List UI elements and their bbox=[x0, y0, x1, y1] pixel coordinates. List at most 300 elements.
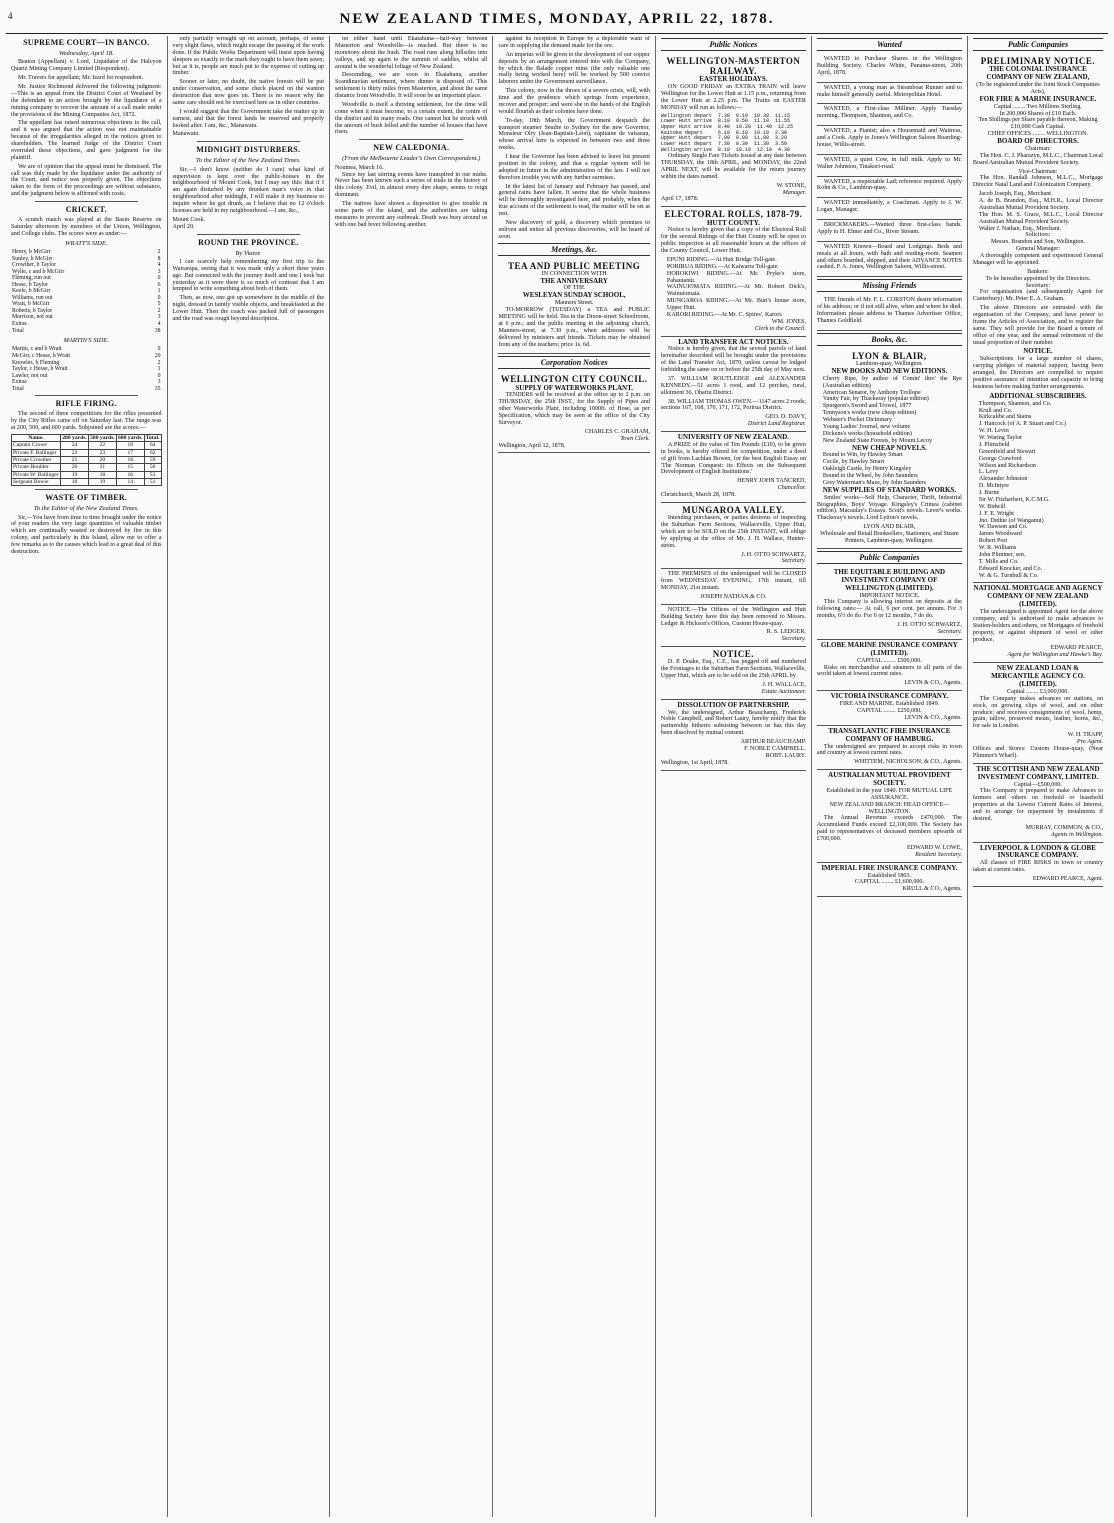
ad-subtitle: SUPPLY OF WATERWORKS PLANT. bbox=[515, 383, 633, 392]
rifle-row bbox=[12, 478, 162, 485]
ad-body: ON GOOD FRIDAY an EXTRA TRAIN will leave Wellington for the Lower Hutt at 1.15 p.m., returning from the Lower Hutt at 2.25 p.m. The Trains on EASTER MONDAY will run as follows:— bbox=[660, 84, 806, 111]
ad-body: Notice is hereby given, that the several parcels of land hereinafter described will be brought under the provisions of the Land Transfer Act, 1870, unless caveat be lodged forbidding the same on or before the 25th day of May next. bbox=[660, 346, 806, 374]
column-7 bbox=[968, 36, 1108, 1517]
timber-cont-para: only partially wrought up on account, perhaps, of some very slight flaws, which might escape the passing of the work done. If the Public Works Department will insist upon having sleepers so exactly to the mark they ought to have them sawn; but as it is, people are much put to the expense of cutting up timber. bbox=[172, 36, 325, 77]
ad-title: UNIVERSITY OF NEW ZEALAND. bbox=[677, 433, 789, 442]
book-item: Dickens's works (household edition) bbox=[822, 430, 912, 437]
rifle-para: The second of three competitions for the rifles presented by the City Rifles came off on Saturday last. The range was at 200, 500, and 600 yards. Subjoined are the scores:— bbox=[11, 411, 162, 432]
subscriber-item: W. H. Levin bbox=[978, 428, 1009, 435]
ad-line: Offices and Stores: Custom House-quay, (Near Plimmer's Wharf). bbox=[972, 745, 1103, 759]
director-item: Jacob Joseph, Esq., Merchant. bbox=[978, 191, 1053, 198]
subscriber-item: J. Plimsfield bbox=[978, 441, 1010, 448]
novels-list bbox=[817, 452, 962, 486]
runs: 3 bbox=[157, 379, 161, 386]
ad-body: This Company is prepared to make Advances to farmers and others on freehold or leasehold properties at the Lowest Current Rates of Interest, and to arrange for repayment by instalments if desired. bbox=[972, 788, 1103, 822]
ad-subtitle: NEW SUPPLIES OF STANDARD WORKS. bbox=[822, 485, 957, 494]
ad-role: District Land Registrar. bbox=[747, 421, 806, 428]
ad-role: Estate Auctioneer. bbox=[761, 688, 806, 695]
rifle-score: 17 bbox=[116, 449, 144, 456]
ad-role: Agents in Wellington. bbox=[1050, 831, 1103, 838]
batsman: Williams, run out bbox=[12, 294, 53, 301]
subscriber-item: L. Levy bbox=[978, 469, 999, 476]
column-2 bbox=[168, 36, 330, 1517]
subscriber-item: John Plimmer, sen. bbox=[978, 551, 1026, 558]
ad-body: The above Directors are entrusted with the organisation of the Company, and have power to frame the Articles of Association, and to register the same. They will provide for the Board a tenure of office of one year, and the annual retirement of the usual proportion of their number. bbox=[972, 305, 1103, 346]
caledonia-cont-para: This colony, now in the throes of a severe crisis, will, with time and the prudence which springs from experience, recover and prosper; and were she in the hands of the English would flourish as their colonies have done. bbox=[498, 88, 650, 115]
ad-body: THE friends of Mr. F. L. CORSTON desire information of his address; or if not still alive, when and where he died. Information please address to Thames Advertiser Office, Thames Goldfield. bbox=[816, 297, 962, 324]
province-para: I can scarcely help remembering my first trip to the Wairarapa, seeing that it was made only a short three years ago. But connected with the journey itself and one I took but yesterday as it were there is so much of contrast that I am tempted to write something about both of them. bbox=[172, 258, 325, 293]
novel-item: Cecile, by Hawley Smart bbox=[822, 459, 885, 466]
ad-signature: EDWARD PEARCE, bbox=[1050, 645, 1103, 652]
wanted-ad bbox=[817, 220, 962, 242]
colonial-insurance-ad bbox=[973, 54, 1103, 583]
railway-timetable bbox=[661, 114, 806, 153]
book-item: Young Ladies' Journal, new volume bbox=[822, 423, 911, 430]
book-item: Vanity Fair, by Thackeray (popular edition) bbox=[822, 396, 929, 403]
runs: 0 bbox=[157, 372, 161, 379]
book-item: Webster's Pocket Dictionary bbox=[822, 417, 892, 424]
imperial-fire-ad bbox=[817, 863, 962, 898]
disturbers-heading: MIDNIGHT DISTURBERS. bbox=[196, 145, 301, 155]
timetable-row: Lower Hutt depart 7.30 9.30 11.30 3.50 bbox=[660, 140, 787, 147]
rifle-col-header: 200 yards. bbox=[62, 434, 87, 441]
province-cont-para: Woodville is itself a thriving settlement, for the time will come when it must become, to a certain extent, the centre of the district and its many roads. One cannot but be struck with the amount of bush felled and the number of houses that have risen. bbox=[335, 101, 488, 136]
batsman: Wratt, b McGirr bbox=[12, 301, 50, 308]
ad-body: This Company is allowing interest on deposits at the following rates:— At call, 6 per cent. per annum. For 3 months, 6½ do do. For 6 or 12 months, 7 do do. bbox=[816, 599, 962, 620]
batsman: Henry, b McGirr bbox=[12, 249, 51, 255]
ad-line: Ten Shillings per Share payable thereon, Making £10,000 Cash Capital. bbox=[978, 117, 1098, 131]
ad-line: Manners Street. bbox=[554, 300, 594, 307]
ad-body: Smiles' works—Self Help, Character, Thrift, Industrial Biographies, Boys' Voyage. Kingsley's Crimea (cabinet edition). Macaulay's Essays. Scott's novels. Lever's works. Thackeray's novels. Lord Lytton's novels. bbox=[816, 494, 962, 522]
timetable-row: Upper Hutt depart 7.00 9.00 11.00 3.20 bbox=[660, 135, 787, 142]
ad-role: Secretary. bbox=[781, 558, 806, 565]
column-6 bbox=[812, 36, 968, 1517]
runs: 1 bbox=[157, 366, 161, 373]
land-item: 37. WILLIAM ROUTLEDGE and ALEXANDER KENNEDY.—51 acres 1 rood, and 12 perches, rural, allotment 36, Ohariu District. bbox=[660, 375, 806, 396]
timetable-row: Lower Hutt arrive 8.10 9.50 11.10 11.55 bbox=[660, 118, 790, 125]
ad-signature: W. H. TRAPP, bbox=[1067, 732, 1103, 739]
subscriber-item: Wilson and Richardson bbox=[978, 462, 1036, 469]
ad-role: Resident Secretary. bbox=[915, 851, 962, 858]
disturbers-sub: To the Editor of the New Zealand Times. bbox=[195, 157, 301, 165]
subscriber-item: Thompson, Shannon, and Co. bbox=[978, 400, 1052, 407]
novel-item: Bound to Win, by Hawley Smart bbox=[822, 452, 903, 459]
missing-friends-header: Missing Friends bbox=[817, 279, 962, 292]
public-notices-header: Public Notices bbox=[661, 38, 806, 51]
ad-capital: CAPITAL ........ £1,600,000. bbox=[854, 879, 924, 886]
side1-scores bbox=[11, 249, 162, 334]
wanted-header: Wanted bbox=[817, 38, 962, 51]
ad-subtitle: NEW ZEALAND BRANCH: HEAD OFFICE—WELLINGTON. bbox=[829, 801, 950, 815]
subscriber-item: J. F. E. Wright bbox=[978, 510, 1014, 517]
subscriber-item: J. Hancock (of A. P. Stuart and Co.) bbox=[978, 421, 1067, 428]
ad-line: To be hereafter appointed by the Directors. bbox=[985, 275, 1091, 282]
book-item: New Zealand State Forests, by Mount Lecoy bbox=[822, 437, 933, 444]
waterworks-ad bbox=[498, 372, 649, 453]
ad-line: Solicitors: bbox=[1025, 232, 1051, 239]
case-title: Beaton (Appellant) v. Lord, Liquidator of the Halcyon Quartz Mining Company Limited (Respondent). bbox=[11, 59, 162, 73]
ad-body: Ordinary Single Fare Tickets issued at any date between THURSDAY, the 18th APRIL, and MONDAY, the 22nd APRIL NEXT, will be available for the return journey within the dates named. bbox=[660, 153, 806, 180]
rifle-score: 18 bbox=[116, 456, 144, 463]
rifle-score: 64 bbox=[144, 442, 161, 449]
ad-role: Clerk to the Council. bbox=[754, 325, 806, 332]
ad-body: D. P. Doake, Esq., C.E., has pegged off and numbered the Frontages to the Suburban Farm Sections, Wallaceville, Upper Hutt, which are to be sold on the 25th APRIL by bbox=[660, 659, 806, 680]
ad-role: Pro Agent. bbox=[1076, 739, 1103, 746]
ad-title: IMPERIAL FIRE INSURANCE COMPANY. bbox=[821, 863, 958, 872]
ad-body: All classes of FIRE RISKS in town or country taken at current rates. bbox=[972, 860, 1103, 874]
runs: 1 bbox=[157, 288, 161, 295]
gold-note: New discovery of gold, a discovery which promises to enliven and entice all previous discoveries, will be heard of soon. bbox=[498, 219, 650, 240]
ad-body: The Company makes advances on stations, on stock, on growing clips of wool, and on other produce; and receives consignments of wool, hemp, grain, tallow, preserved meats, leather, horns, &c., for sale in London. bbox=[972, 695, 1103, 730]
ad-line: THE ANNIVERSARY bbox=[540, 276, 608, 285]
caledonia-cont-para: In the latest list of January and February has passed, and general rains have fallen. It seems that the whole business will be thoroughly investigated here, and probably, when the true account of the settlement is read, the matter will be set at rest. bbox=[498, 183, 650, 217]
column-4 bbox=[493, 36, 655, 1517]
rifle-col-header: Total. bbox=[145, 434, 160, 441]
ad-signature: J. H. OTTO SCHWARTZ, bbox=[897, 622, 962, 629]
premises-closed-ad bbox=[661, 569, 806, 605]
lyon-blair-ad bbox=[817, 349, 962, 549]
runs: 2 bbox=[157, 359, 161, 366]
ad-body: WANTED, a First-class Milliner. Apply Tuesday morning. Thompson, Shannon, and Co. bbox=[816, 106, 962, 120]
rifle-name: Private Crowther bbox=[12, 456, 61, 463]
subscriber-item: Robert Port bbox=[978, 538, 1008, 545]
ad-body: WANTED, a respectable Lad; reference required. Apply Kohn & Co., Lambton-quay. bbox=[816, 178, 962, 192]
ad-body: WANTED, a quiet Cow, in full milk. Apply to Mr. Walter Johnston, Tinakori-road. bbox=[816, 156, 962, 170]
ad-body: WANTED, a Pianist; also a Housemaid and Waitress, and a Cook. Apply to Jones's Wellington Saloon Boarding-house, Willis-street. bbox=[816, 128, 962, 148]
ad-signature: MURRAY, COMMON, & CO., bbox=[1025, 824, 1103, 831]
wanted-ad bbox=[817, 104, 962, 126]
ad-title: TRANSATLANTIC FIRE INSURANCE COMPANY OF HAMBURG. bbox=[828, 726, 951, 743]
riding-item: EPUNI RIDING.—At Hutt Bridge Toll-gate. bbox=[666, 256, 777, 263]
rifle-name: Sergeant Bowie bbox=[12, 478, 61, 485]
national-mortgage-ad bbox=[973, 583, 1103, 663]
rifle-score: 19 bbox=[88, 478, 116, 485]
land-item: 38. WILLIAM THOMAS OWEN.—1147 acres 2 roods; sections 167, 168, 170, 171, 172, Porirua District. bbox=[660, 398, 806, 412]
caledonia-cont-para: against its reception in Europe by a deplorable want of care in supplying the demand made for the ore. bbox=[498, 36, 650, 49]
rifle-score: 56 bbox=[144, 464, 161, 471]
timber-para: Sir,—You have from time to time brought under the notice of your readers the very large quantities of valuable timber which are continually wasted or destroyed by fire in this colony, and particularly in this Island, allow me to offer a few remarks as to the causes which lead to a great deal of this destruction. bbox=[11, 514, 162, 555]
ad-body: The undersigned is appointed Agent for the above company, and is authorised to make advances to Station-holders and others, on Mortgages of freehold property, or against shipment of wool or other produce. bbox=[972, 609, 1103, 643]
ad-title: ELECTORAL ROLLS, 1878-79. bbox=[664, 209, 803, 220]
tea-meeting-ad bbox=[498, 259, 649, 355]
subscriber-item: Jno. Duthie (of Wanganui) bbox=[978, 517, 1044, 524]
subscriber-item: J. Burne bbox=[978, 490, 1000, 496]
runs: 3 bbox=[157, 314, 161, 321]
caledonia-sub: (From the Melbourne Leader's Own Correspondent.) bbox=[342, 155, 481, 163]
ad-capital: Capital ........ Two Millions Sterling. bbox=[993, 103, 1082, 110]
batsman: Sunley, b McGirr bbox=[12, 255, 53, 262]
wanted-list bbox=[817, 54, 962, 277]
disturbers-para: Sir,—I don't know (neither do I care) what kind of supervision is kept over the public-houses in the neighbourhood of Mount Cook, but I may say this: that if I am again disturbed by any drunken man's voice in that neighbourhood after midnight, I will make it my business to inquire where he got drunk, as I believe that no 12 o'clock licenses are held in my neighbourhood.—I am, &c., bbox=[172, 166, 325, 214]
ad-signature: GEO. D. DAVY, bbox=[765, 414, 806, 421]
batsman: McGirr, c Hesse, b Wratt bbox=[12, 353, 71, 359]
ad-body: TENDERS will be received at the office up to 2 p.m. on THURSDAY, the 25th INST., for the Supply of Pipes and other Waterworks Plant, including 1000ft. of Hose, as per Specification, which may be seen at the office of the City Surveyor. bbox=[498, 392, 650, 426]
timetable-row: Wellington arrive 8.10 10.10 12.10 4.30 bbox=[660, 146, 790, 153]
rifle-name: Private W. Ballinger bbox=[12, 471, 61, 478]
riding-item: HOROKIWI RIDING.—At Mr. Pryke's store, Pahautanui. bbox=[666, 270, 806, 284]
rifle-score: 21 bbox=[88, 464, 116, 471]
ad-body: THE PREMISES of the undersigned will be CLOSED from WEDNESDAY EVENING, 17th instant, till MONDAY, 21st instant. bbox=[660, 571, 806, 592]
wanted-ad bbox=[817, 126, 962, 155]
divider bbox=[197, 234, 300, 235]
book-item: Spurgeon's Sword and Trowel, 1877 bbox=[822, 403, 912, 410]
batsman: Hesse, b Taylor bbox=[12, 281, 49, 288]
timetable-row: Wellington depart 7.30 9.10 10.30 11.15 bbox=[660, 112, 790, 119]
ad-body: A thoroughly competent and experienced General Manager will be appointed. bbox=[972, 253, 1103, 266]
ad-line: In 200,000 Shares of £10 Each. bbox=[999, 110, 1077, 117]
caledonia-heading: NEW CALEDONIA. bbox=[373, 143, 450, 153]
ad-capital: CAPITAL ........ £250,000. bbox=[857, 707, 922, 714]
ad-body: Notice is hereby given that a copy of the Electoral Roll for the several Ridings of the Hutt County will be open to public inspection at all reasonable hours at the offices of the County Council, Lower Hutt. bbox=[660, 227, 806, 255]
subscriber-item: Sir W. Fitzherbert, K.C.M.G. bbox=[978, 496, 1050, 503]
wanted-ad bbox=[817, 242, 962, 278]
province-byline: By Viator. bbox=[235, 249, 262, 257]
ad-body: WANTED, a young man as Steamboat Runner and to make himself generally useful. Metropolitan Hotel. bbox=[816, 84, 962, 98]
railway-ad bbox=[661, 54, 806, 207]
rifle-table bbox=[11, 434, 162, 486]
riding-item: MUNGAROA RIDING.—At Mr. Burt's house store, Upper Hutt. bbox=[666, 298, 806, 312]
divider bbox=[197, 141, 300, 142]
rifle-score: 18 bbox=[61, 478, 89, 485]
rifle-score: 18 bbox=[88, 471, 116, 478]
court-para: We are of opinion that the appeal must be dismissed. The call was duly made by the liquidator under the authority of the Court, and notice was properly given. The objections taken to the form of the proceedings are without substance, and the judgment below is affirmed with costs. bbox=[11, 163, 162, 198]
ad-line: WESLEYAN SUNDAY SCHOOL, bbox=[522, 291, 626, 300]
ad-title: AUSTRALIAN MUTUAL PROVIDENT SOCIETY. bbox=[828, 771, 951, 788]
rifle-score: 22 bbox=[88, 442, 116, 449]
court-para: Mr. Justice Richmond delivered the following judgment:—This is an appeal from the District Court of Westland by the defendant in an action brought by the liquidator of a mining company to recover the amount of a call made under the provisions of the Mining Companies Act, 1872. bbox=[11, 84, 162, 118]
newspaper-title: NEW ZEALAND TIMES, MONDAY, APRIL 22, 1878. bbox=[339, 10, 775, 27]
ad-date: April 17, 1878. bbox=[660, 196, 699, 203]
ad-subtitle: EASTER HOLIDAYS. bbox=[699, 75, 768, 84]
runs: 2 bbox=[157, 249, 161, 255]
ad-signature: EDWARD PEARCE, Agent. bbox=[1032, 876, 1103, 883]
subscriber-item: James Woodward bbox=[978, 531, 1022, 538]
province-heading: ROUND THE PROVINCE. bbox=[198, 237, 299, 247]
caledonia-para: The natives have shown a disposition to give trouble in some parts of the island, and the authorities are taking measures to prevent any outbreak. Death was busy around us with one bad fever following another. bbox=[335, 201, 488, 228]
ad-line: (To be registered under the Joint Stock Companies Acts), bbox=[976, 82, 1100, 95]
ad-title: THE EQUITABLE BUILDING AND INVESTMENT COMPANY OF WELLINGTON (LIMITED). bbox=[833, 567, 946, 592]
ad-signature: LEVIN & CO., Agents. bbox=[904, 680, 962, 687]
subscriber-item: T. Mills and Co. bbox=[978, 558, 1019, 565]
director-item: The Hon. M. S. Grace, M.L.C., Local Director Australian Mutual Provident Society. bbox=[978, 211, 1103, 225]
rifle-score: 59 bbox=[144, 456, 161, 463]
court-dateline: Wednesday, April 18. bbox=[58, 50, 114, 58]
land-transfer-ad bbox=[661, 337, 806, 433]
ad-signature: CHARLES C. GRAHAM, bbox=[584, 428, 650, 435]
runs: 35 bbox=[154, 385, 161, 392]
ad-title: VICTORIA INSURANCE COMPANY. bbox=[830, 692, 949, 701]
ad-title: NEW ZEALAND LOAN & MERCANTILE AGENCY CO. (LIMITED). bbox=[991, 664, 1085, 689]
batsman: Extras bbox=[12, 321, 27, 328]
equitable-ad bbox=[817, 567, 962, 640]
director-item: Walter J. Nathan, Esq., Merchant. bbox=[978, 225, 1062, 232]
ad-subtitle: FIRE AND MARINE. Established 1849. bbox=[839, 701, 940, 708]
rifle-row bbox=[12, 464, 162, 471]
side2-scores bbox=[11, 346, 162, 392]
rifle-name: Private Houlder bbox=[12, 464, 61, 471]
electoral-rolls-ad bbox=[661, 207, 806, 336]
side2-title: MARTIN'S SIDE. bbox=[63, 337, 109, 345]
case-counsel: Mr. Travers for appellant; Mr. Izard for respondent. bbox=[18, 75, 144, 82]
rifle-name: Private F. Ballinger bbox=[12, 449, 61, 456]
cricket-heading: CRICKET. bbox=[65, 205, 107, 214]
ad-subtitle: NOTICE. bbox=[1023, 347, 1053, 356]
rifle-col-header: 500 yards. bbox=[90, 434, 115, 441]
subscribers-list bbox=[973, 401, 1103, 580]
companies-header: Public Companies bbox=[973, 38, 1103, 51]
wanted-ad bbox=[817, 155, 962, 177]
ad-role: Secretary. bbox=[937, 628, 962, 635]
score-row bbox=[11, 328, 162, 335]
ad-title: THE SCOTTISH AND NEW ZEALAND INVESTMENT COMPANY, LIMITED. bbox=[976, 764, 1100, 781]
column-1 bbox=[6, 36, 168, 1517]
rifle-score: 62 bbox=[144, 449, 161, 456]
ad-subtitle: IMPORTANT NOTICE. bbox=[859, 592, 920, 599]
ad-signature: JOSEPH NATHAN & CO. bbox=[700, 593, 767, 600]
cricket-para: A scratch match was played at the Basin Reserve on Saturday afternoon by members of the Union, Wellington, and College clubs. The scores were as under:— bbox=[11, 217, 162, 237]
wanted-ad bbox=[817, 198, 962, 220]
subscriber-item: Krull and Co. bbox=[978, 407, 1013, 414]
ad-title: DISSOLUTION OF PARTNERSHIP. bbox=[677, 700, 790, 709]
ad-role: Manager. bbox=[782, 189, 806, 196]
ad-body: Intending purchasers, or parties desirous of inspecting the Suburban Farm Sections, Wallaceville, Upper Hutt, which are to be SOLD on the 25th INSTANT, will oblige by applying at the office of Mr. J. H. Wallace, Hunter-street. bbox=[660, 515, 806, 549]
books-list bbox=[817, 376, 962, 445]
province-para: Then, as now, one got up somewhere in the middle of the night, dressed in faintly visible objects, and breakfasted at the Lower Hutt. Then the coach was packed full of passengers and the road was rough beyond description. bbox=[172, 295, 325, 322]
ad-signature: KRULL & CO., Agents. bbox=[902, 886, 962, 893]
ad-signature: EDWARD W. LOWE, bbox=[907, 844, 962, 851]
runs: 0 bbox=[157, 294, 161, 301]
ad-body: Subscriptions for a large number of shares, carrying pledges of material support, having been arranged, the Directors are compelled to require positive assurance of intention and capacity to bring business before making further arrangements. bbox=[972, 356, 1103, 390]
batsman: Morrison, not out bbox=[12, 314, 53, 321]
mungaroa-ad bbox=[661, 503, 806, 569]
ad-line: General Manager: bbox=[1015, 246, 1061, 253]
letter-date: April 20. bbox=[172, 223, 195, 230]
ad-line: CHIEF OFFICES ........ WELLINGTON. bbox=[987, 131, 1089, 138]
ad-line: OF THE bbox=[563, 285, 585, 292]
ridings-list bbox=[661, 257, 806, 319]
rifle-score: 53 bbox=[144, 471, 161, 478]
ad-title: LAND TRANSFER ACT NOTICES. bbox=[678, 337, 789, 346]
ad-title: GLOBE MARINE INSURANCE COMPANY (LIMITED). bbox=[820, 640, 958, 657]
transatlantic-ad bbox=[817, 726, 962, 770]
ad-body: Risks on merchandise and steamers to all parts of the world taken at lowest current rates. bbox=[816, 664, 962, 678]
runs: 8 bbox=[157, 255, 161, 262]
ad-line: IN CONNECTION WITH bbox=[541, 270, 607, 277]
ad-signature: HENRY JOHN TANCRED, bbox=[737, 478, 806, 485]
batsman: Taylor, c Hesse, b Wratt bbox=[12, 366, 68, 373]
ad-capital: Capital ........ £3,000,000. bbox=[1007, 688, 1069, 695]
loan-mercantile-ad bbox=[973, 663, 1103, 763]
rifle-row bbox=[12, 442, 162, 449]
batsman: Wylie, c and b McGirr bbox=[12, 268, 65, 275]
caledonia-cont-para: To-day, 18th March, the Government despatch the transport steamer Seudre to Sydney for the new Governor, Monsieur Olry (Jean-Baptiste-Léon), capitaine de vaisseau, whose arrival here is expected in between two and three weeks. bbox=[498, 117, 650, 152]
scottish-investment-ad bbox=[973, 764, 1103, 843]
rifle-score: 51 bbox=[144, 478, 161, 485]
riding-item: KARORI RIDING.—At Mr. C. Spires', Karori. bbox=[666, 311, 783, 318]
wanted-ad bbox=[817, 83, 962, 105]
subscriber-item: Edward Knocker, and Co. bbox=[978, 565, 1043, 572]
ad-body: WANTED immediately, a Coachman. Apply to J. W. Logan, Manager. bbox=[816, 200, 962, 214]
column-3 bbox=[330, 36, 493, 1517]
corporation-section-header: Corporation Notices bbox=[498, 356, 649, 369]
caledonia-para: Since my last stirring events have transpired in our midst. Never has been known such a series of trials in the history of this colony. Evil, in almost every dire shape, seems to reign dominant. bbox=[335, 171, 488, 199]
signature: Mount Cook. bbox=[172, 216, 206, 223]
subscriber-item: Greenfield and Stewart bbox=[978, 448, 1036, 455]
ad-line: Secretary: bbox=[1025, 282, 1051, 289]
ad-line: Bankers: bbox=[1027, 268, 1049, 275]
riding-item: WAINUIOMATA RIDING.—At Mr. Robert Dick's, Wainuiomata. bbox=[666, 284, 806, 298]
runs: 4 bbox=[157, 262, 161, 269]
ad-body: BRICKMAKERS.—Wanted three first-class hands. Apply to H. Elmer and Co., River Stream. bbox=[816, 222, 962, 235]
ad-date: Wellington, April 12, 1878. bbox=[498, 442, 566, 449]
rifle-score: 14 bbox=[116, 478, 144, 485]
rifle-heading: RIFLE FIRING. bbox=[55, 399, 117, 409]
rifle-row bbox=[12, 471, 162, 478]
court-para: The appellant has raised numerous objections to the call, and it was argued that the action was not maintainable because of the irregularities alleged in the notices given to shareholders. The learned Judge of the District Court overruled these objections, and gave judgment for the plaintiff. bbox=[11, 120, 162, 161]
rifle-score: 20 bbox=[88, 456, 116, 463]
rifle-score: 18 bbox=[116, 442, 144, 449]
ad-signature: LEVIN & CO., Agents. bbox=[904, 714, 962, 721]
ad-body: WANTED to Purchase Shares in the Wellington Building Society. Charles White, Panama-street, 20th April, 1878. bbox=[816, 56, 962, 76]
runs: 0 bbox=[157, 275, 161, 282]
subscriber-item: Alexander Johnston bbox=[978, 476, 1028, 483]
book-item: American Senator, by Anthony Trollope bbox=[822, 389, 921, 396]
side1-title: WRATT'S SIDE. bbox=[65, 239, 108, 247]
timber-sub: To the Editor of the New Zealand Times. bbox=[33, 505, 139, 513]
rifle-score: 15 bbox=[116, 464, 144, 471]
amp-society-ad bbox=[817, 770, 962, 863]
ad-body: For organisation (and subsequently Agent for Canterbury): Mr. Peter E. A. Graham. bbox=[972, 289, 1103, 303]
batsman: Martin, c and b Wratt bbox=[12, 346, 62, 353]
batsman: Keefe, b McGirr bbox=[12, 288, 51, 295]
director-item: A. de B. Brandon, Esq., M.H.R., Local Director Australian Mutual Provident Society. bbox=[978, 198, 1103, 211]
ad-title: WELLINGTON-MASTERTON RAILWAY. bbox=[666, 56, 801, 77]
ad-body: The Hon. C. J. Pharazyn, M.L.C., Chairman Local Board Australian Mutual Provident Society. bbox=[972, 152, 1103, 166]
ad-role: Town Clerk. bbox=[620, 435, 650, 442]
ad-subtitle: ADDITIONAL SUBSCRIBERS. bbox=[989, 391, 1087, 400]
ad-subtitle: Established 1803. bbox=[867, 872, 912, 879]
ad-date: Wellington, 1st April, 1878. bbox=[660, 759, 729, 766]
book-item: Cherry Ripe, by author of Comin' thro' the Rye (Australian edition) bbox=[822, 375, 962, 389]
subscriber-item: W. R. Williams bbox=[978, 545, 1017, 551]
subscriber-item: George Crawford bbox=[978, 455, 1022, 462]
batsman: Fleming, run out bbox=[12, 275, 51, 282]
signature: Manawatu. bbox=[172, 131, 200, 138]
ad-title: TEA AND PUBLIC MEETING bbox=[508, 260, 641, 271]
novel-item: Oakleigh Castle, by Henry Kingsley bbox=[822, 466, 912, 473]
subscriber-item: W. & G. Turnbull & Co. bbox=[978, 572, 1039, 579]
batsman: Total bbox=[12, 385, 24, 392]
ad-title: WELLINGTON CITY COUNCIL. bbox=[500, 374, 648, 385]
ad-signature: W. STONE, bbox=[776, 182, 806, 189]
runs: 6 bbox=[157, 281, 161, 288]
rifle-score: 19 bbox=[61, 471, 89, 478]
ad-subtitle: HUTT COUNTY. bbox=[706, 218, 760, 227]
victoria-ad bbox=[817, 691, 962, 726]
notice-ad bbox=[661, 647, 806, 700]
ad-line: Vice-Chairman: bbox=[1018, 168, 1058, 175]
province-cont-para: on either hand until Ekatahuna—half-way between Masterton and Woodville—is reached. But there is no monotony about the bush. The road runs along hillsides into valleys, and up again to the summit of saddles, whilst all around is the wonderful foliage of New Zealand. bbox=[335, 36, 488, 70]
timber-cont-para: I would suggest that the Government take the matter up in earnest, and that the forest lands be reserved and properly looked after. I am, &c., Manawatu. bbox=[172, 108, 325, 129]
rifle-score: 24 bbox=[61, 442, 89, 449]
ad-date: Christchurch, March 28, 1878. bbox=[660, 492, 736, 499]
subscriber-item: Kirkcaldie and Stains bbox=[978, 414, 1032, 421]
ad-signature: WM. JONES, bbox=[771, 318, 806, 325]
runs: 3 bbox=[157, 268, 161, 275]
ad-line: Messrs. Brandon and Son, Wellington. bbox=[990, 239, 1085, 246]
runs: 38 bbox=[154, 327, 161, 334]
book-item: Tennyson's works (new cheap edition) bbox=[822, 410, 917, 417]
